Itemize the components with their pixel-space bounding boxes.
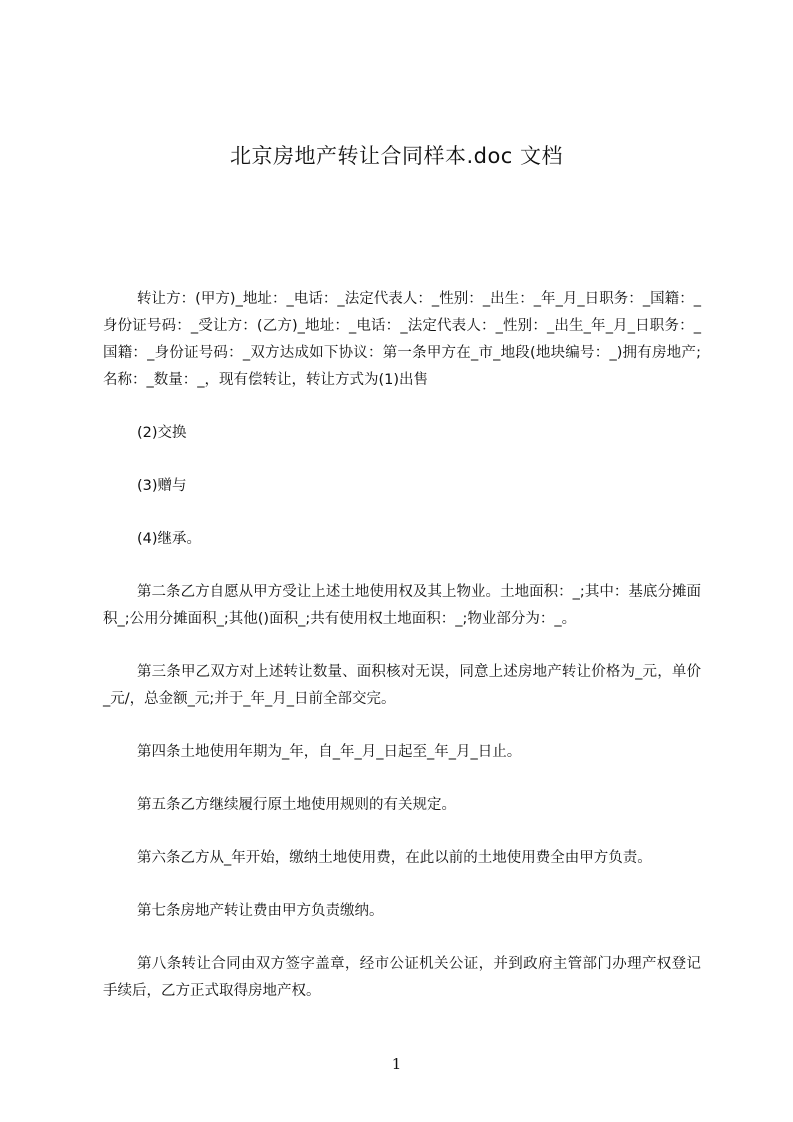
paragraph-article-8: 第八条转让合同由双方签字盖章，经市公证机关公证，并到政府主管部门办理产权登记手续后，乙方正式取得房地产权。 — [103, 956, 701, 999]
paragraph-article-3: 第三条甲乙双方对上述转让数量、面积核对无误，同意上述房地产转让价格为_元，单价_元/，总金额_元;并于_年_月_日前全部交完。 — [103, 664, 701, 707]
paragraph-parties: 转让方：(甲方)_地址：_电话：_法定代表人：_性别：_出生：_年_月_日职务：_国籍：_身份证号码：_受让方：(乙方)_地址：_电话：_法定代表人：_性别：_出生_年_月_日职务：_国籍：_身份证号码：_双方达成如下协议：第一条甲方在_市_地段(地块编号：_)拥有房地产;名称：_数量：_，现有偿转让，转让方式为(1)出售 — [103, 291, 701, 388]
paragraph-option-gift: (3)赠与 — [137, 478, 187, 494]
page-number: 1 — [391, 1055, 402, 1073]
paragraph-option-exchange: (2)交换 — [137, 425, 187, 441]
paragraph-article-5: 第五条乙方继续履行原土地使用规则的有关规定。 — [137, 797, 456, 813]
document-body — [103, 286, 701, 1005]
paragraph-article-2: 第二条乙方自愿从甲方受让上述土地使用权及其上物业。土地面积：_;其中：基底分摊面积_;公用分摊面积_;其他()面积_;共有使用权土地面积：_;物业部分为：_。 — [103, 584, 701, 627]
paragraph-article-7: 第七条房地产转让费由甲方负责缴纳。 — [137, 903, 384, 919]
paragraph-article-6: 第六条乙方从_年开始，缴纳土地使用费，在此以前的土地使用费全由甲方负责。 — [137, 850, 652, 866]
paragraph-article-4: 第四条土地使用年期为_年，自_年_月_日起至_年_月_日止。 — [137, 744, 522, 760]
paragraph-option-inheritance: (4)继承。 — [137, 531, 202, 547]
document-title: 北京房地产转让合同样本.doc 文档 — [229, 144, 564, 168]
